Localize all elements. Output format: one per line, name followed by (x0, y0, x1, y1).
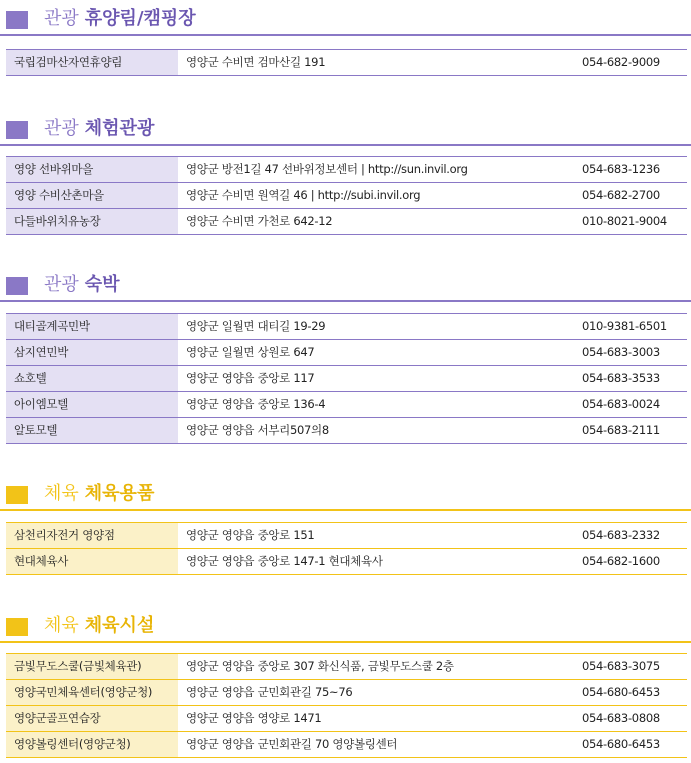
section-header (0, 479, 691, 511)
place-name: 아이엠모텔 (6, 392, 178, 417)
place-address: 영양군 영양읍 중앙로 151 (186, 528, 315, 542)
table-row (6, 732, 687, 758)
place-address: 영양군 수비면 검마산길 191 (186, 55, 326, 69)
place-name: 현대체육사 (6, 549, 178, 574)
place-name: 영양 수비산촌마을 (6, 183, 178, 208)
table-row (6, 183, 687, 209)
section-title (44, 117, 154, 141)
section-camping (0, 4, 691, 69)
table-row (6, 340, 687, 366)
section-title (44, 482, 154, 506)
place-name: 삼지연민박 (6, 340, 178, 365)
table-row (6, 314, 687, 340)
place-name: 국립검마산자연휴양림 (6, 50, 178, 75)
table-row (6, 523, 687, 549)
place-phone: 010-8021-9004 (582, 214, 667, 228)
place-name: 영양볼링센터(영양군청) (6, 732, 178, 757)
table-row (6, 706, 687, 732)
section-title (44, 273, 120, 297)
section-header (0, 4, 691, 36)
section-sports-facilities (0, 611, 691, 751)
place-phone: 054-683-0808 (582, 711, 660, 725)
table-row (6, 50, 687, 76)
place-name: 금빛무도스쿨(금빛체육관) (6, 654, 178, 679)
place-phone: 054-682-1600 (582, 554, 660, 568)
place-address: 영양군 영양읍 서부리507의8 (186, 423, 329, 437)
place-phone: 054-683-3075 (582, 659, 660, 673)
section-sports-goods (0, 479, 691, 568)
table-row (6, 392, 687, 418)
section-category: 관광 (44, 274, 79, 295)
section-subtitle: 체육시설 (84, 615, 155, 636)
place-name: 삼천리자전거 영양점 (6, 523, 178, 548)
place-name: 영양 선바위마을 (6, 157, 178, 182)
place-phone: 054-683-2332 (582, 528, 660, 542)
section-marker-icon (6, 618, 28, 636)
place-address: 영양군 일월면 대티길 19-29 (186, 319, 326, 333)
section-lodging (0, 270, 691, 437)
section-marker-icon (6, 11, 28, 29)
section-subtitle: 체험관광 (84, 118, 155, 139)
place-phone: 010-9381-6501 (582, 319, 667, 333)
place-address: 영양군 영양읍 중앙로 307 화신식품, 금빛무도스쿨 2층 (186, 659, 454, 673)
place-phone: 054-680-6453 (582, 737, 660, 751)
section-category: 체육 (44, 615, 79, 636)
place-address: 영양군 영양읍 중앙로 117 (186, 371, 315, 385)
section-category: 관광 (44, 118, 79, 139)
place-address: 영양군 방전1길 47 선바위정보센터 | http://sun.invil.org (186, 162, 468, 176)
section-subtitle: 체육용품 (84, 483, 155, 504)
section-category: 관광 (44, 8, 79, 29)
place-phone: 054-682-9009 (582, 55, 660, 69)
place-address: 영양군 수비면 가천로 642-12 (186, 214, 333, 228)
place-name: 다들바위치유농장 (6, 209, 178, 234)
directory-table (6, 522, 687, 575)
section-subtitle: 숙박 (84, 274, 120, 295)
table-row (6, 680, 687, 706)
section-subtitle: 휴양림/캠핑장 (84, 8, 196, 29)
place-name: 대티골계곡민박 (6, 314, 178, 339)
directory-table (6, 49, 687, 76)
section-marker-icon (6, 486, 28, 504)
table-row (6, 549, 687, 575)
table-row (6, 157, 687, 183)
place-name: 쇼호텔 (6, 366, 178, 391)
place-address: 영양군 영양읍 군민회관길 75~76 (186, 685, 353, 699)
place-phone: 054-682-2700 (582, 188, 660, 202)
place-name: 영양군골프연습장 (6, 706, 178, 731)
place-phone: 054-680-6453 (582, 685, 660, 699)
place-address: 영양군 영양읍 중앙로 147-1 현대체육사 (186, 554, 383, 568)
place-address: 영양군 일월면 상원로 647 (186, 345, 315, 359)
section-category: 체육 (44, 483, 79, 504)
directory-table (6, 156, 687, 235)
section-marker-icon (6, 121, 28, 139)
place-address: 영양군 수비면 원역길 46 | http://subi.invil.org (186, 188, 421, 202)
directory-table (6, 313, 687, 444)
section-marker-icon (6, 277, 28, 295)
place-name: 영양국민체육센터(영양군청) (6, 680, 178, 705)
place-address: 영양군 영양읍 중앙로 136-4 (186, 397, 326, 411)
place-phone: 054-683-2111 (582, 423, 660, 437)
section-experience (0, 114, 691, 228)
place-phone: 054-683-3533 (582, 371, 660, 385)
directory-table (6, 653, 687, 758)
place-phone: 054-683-3003 (582, 345, 660, 359)
table-row (6, 654, 687, 680)
section-header (0, 270, 691, 302)
table-row (6, 209, 687, 235)
section-header (0, 114, 691, 146)
place-name: 알토모텔 (6, 418, 178, 443)
section-title (44, 7, 196, 31)
table-row (6, 366, 687, 392)
table-row (6, 418, 687, 444)
place-address: 영양군 영양읍 군민회관길 70 영양볼링센터 (186, 737, 398, 751)
section-header (0, 611, 691, 643)
section-title (44, 614, 154, 638)
place-phone: 054-683-1236 (582, 162, 660, 176)
place-phone: 054-683-0024 (582, 397, 660, 411)
place-address: 영양군 영양읍 영양로 1471 (186, 711, 322, 725)
